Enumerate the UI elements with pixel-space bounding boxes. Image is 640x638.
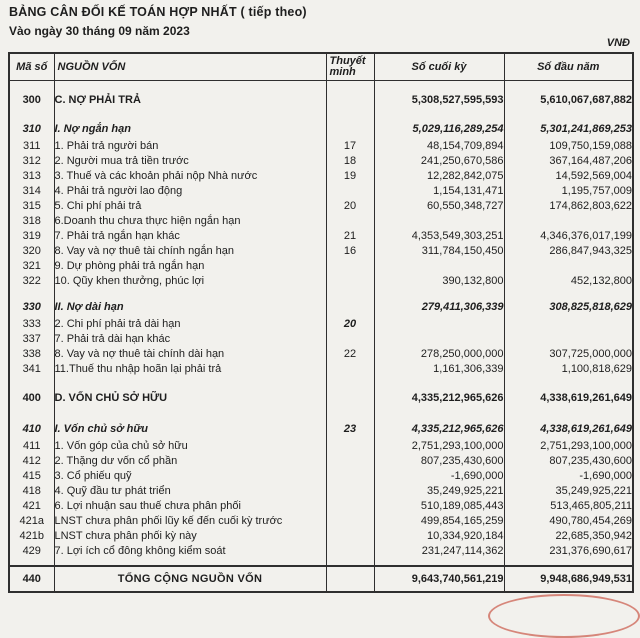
beginning-balance-cell: 4,338,619,261,649 bbox=[504, 388, 633, 409]
header-row bbox=[9, 53, 633, 81]
ending-balance-cell: 1,161,306,339 bbox=[374, 362, 504, 377]
table-row-415 bbox=[9, 469, 633, 484]
code-cell: 315 bbox=[9, 199, 54, 214]
label-cell: I. Vốn chủ sở hữu bbox=[54, 420, 326, 439]
label-cell: LNST chưa phân phối kỳ này bbox=[54, 529, 326, 544]
code-cell: 421b bbox=[9, 529, 54, 544]
ending-balance-cell: 278,250,000,000 bbox=[374, 347, 504, 362]
table-row-333 bbox=[9, 317, 633, 332]
currency-label: VNĐ bbox=[606, 37, 630, 49]
spacer-cell bbox=[9, 81, 54, 91]
table-row-440 bbox=[9, 566, 633, 592]
col-header-source-of-capital: NGUỒN VỐN bbox=[54, 53, 326, 81]
note-cell: 20 bbox=[326, 199, 374, 214]
label-cell: 8. Vay và nợ thuê tài chính dài hạn bbox=[54, 347, 326, 362]
code-cell: 300 bbox=[9, 90, 54, 111]
label-cell: 2. Thặng dư vốn cổ phần bbox=[54, 454, 326, 469]
beginning-balance-cell: 2,751,293,100,000 bbox=[504, 439, 633, 454]
label-cell: 10. Qũy khen thưởng, phúc lợi bbox=[54, 274, 326, 289]
spacer-row bbox=[9, 81, 633, 91]
label-cell: 7. Phải trả dài hạn khác bbox=[54, 332, 326, 347]
table-row-300 bbox=[9, 90, 633, 111]
table-row-337 bbox=[9, 332, 633, 347]
note-cell: 22 bbox=[326, 347, 374, 362]
spacer-cell bbox=[326, 111, 374, 120]
ending-balance-cell: 241,250,670,586 bbox=[374, 154, 504, 169]
spacer-row bbox=[9, 559, 633, 566]
label-cell: 6.Doanh thu chưa thực hiện ngắn hạn bbox=[54, 214, 326, 229]
code-cell: 421 bbox=[9, 499, 54, 514]
code-cell: 421a bbox=[9, 514, 54, 529]
table-row-322 bbox=[9, 274, 633, 289]
note-cell bbox=[326, 388, 374, 409]
label-cell: 7. Phải trả ngắn hạn khác bbox=[54, 229, 326, 244]
label-cell: 2. Người mua trả tiền trước bbox=[54, 154, 326, 169]
spacer-cell bbox=[504, 377, 633, 388]
beginning-balance-cell bbox=[504, 332, 633, 347]
table-row-412 bbox=[9, 454, 633, 469]
note-cell bbox=[326, 529, 374, 544]
note-cell bbox=[326, 298, 374, 317]
note-cell bbox=[326, 259, 374, 274]
code-cell: 333 bbox=[9, 317, 54, 332]
label-cell: 3. Thuế và các khoản phải nộp Nhà nước bbox=[54, 169, 326, 184]
beginning-balance-cell: 231,376,690,617 bbox=[504, 544, 633, 559]
spacer-cell bbox=[504, 289, 633, 298]
note-cell bbox=[326, 439, 374, 454]
ending-balance-cell: 5,308,527,595,593 bbox=[374, 90, 504, 111]
ending-balance-cell bbox=[374, 259, 504, 274]
ending-balance-cell: 1,154,131,471 bbox=[374, 184, 504, 199]
spacer-cell bbox=[9, 409, 54, 420]
table-row-341 bbox=[9, 362, 633, 377]
spacer-cell bbox=[374, 81, 504, 91]
note-cell bbox=[326, 120, 374, 139]
code-cell: 337 bbox=[9, 332, 54, 347]
label-cell: 4. Phải trả người lao động bbox=[54, 184, 326, 199]
col-header-code: Mã số bbox=[9, 53, 54, 81]
spacer-cell bbox=[374, 559, 504, 566]
label-cell: 1. Vốn góp của chủ sở hữu bbox=[54, 439, 326, 454]
ending-balance-cell: 5,029,116,289,254 bbox=[374, 120, 504, 139]
table-row-410 bbox=[9, 420, 633, 439]
label-cell: D. VỐN CHỦ SỞ HỮU bbox=[54, 388, 326, 409]
label-cell: TỔNG CỘNG NGUỒN VỐN bbox=[54, 566, 326, 592]
code-cell: 319 bbox=[9, 229, 54, 244]
table-row-421a bbox=[9, 514, 633, 529]
label-cell: 7. Lợi ích cổ đông không kiểm soát bbox=[54, 544, 326, 559]
code-cell: 322 bbox=[9, 274, 54, 289]
table-row-310 bbox=[9, 120, 633, 139]
ending-balance-cell: 231,247,114,362 bbox=[374, 544, 504, 559]
beginning-balance-cell bbox=[504, 259, 633, 274]
label-cell: I. Nợ ngắn hạn bbox=[54, 120, 326, 139]
spacer-cell bbox=[326, 289, 374, 298]
code-cell: 338 bbox=[9, 347, 54, 362]
note-cell bbox=[326, 214, 374, 229]
code-cell: 330 bbox=[9, 298, 54, 317]
spacer-cell bbox=[326, 377, 374, 388]
col-header-ending-balance: Số cuối kỳ bbox=[374, 53, 504, 81]
label-cell: 3. Cổ phiếu quỹ bbox=[54, 469, 326, 484]
ending-balance-cell: 279,411,306,339 bbox=[374, 298, 504, 317]
label-cell: 4. Quỹ đầu tư phát triển bbox=[54, 484, 326, 499]
spacer-cell bbox=[504, 81, 633, 91]
spacer-row bbox=[9, 409, 633, 420]
table-row-400 bbox=[9, 388, 633, 409]
beginning-balance-cell: 308,825,818,629 bbox=[504, 298, 633, 317]
spacer-cell bbox=[374, 409, 504, 420]
beginning-balance-cell: -1,690,000 bbox=[504, 469, 633, 484]
beginning-balance-cell: 109,750,159,088 bbox=[504, 139, 633, 154]
note-cell bbox=[326, 362, 374, 377]
beginning-balance-cell: 367,164,487,206 bbox=[504, 154, 633, 169]
beginning-balance-cell: 4,346,376,017,199 bbox=[504, 229, 633, 244]
table-row-418 bbox=[9, 484, 633, 499]
spacer-cell bbox=[54, 409, 326, 420]
note-cell bbox=[326, 274, 374, 289]
label-cell: 5. Chi phí phải trả bbox=[54, 199, 326, 214]
beginning-balance-cell: 452,132,800 bbox=[504, 274, 633, 289]
code-cell: 418 bbox=[9, 484, 54, 499]
beginning-balance-cell: 4,338,619,261,649 bbox=[504, 420, 633, 439]
beginning-balance-cell: 490,780,454,269 bbox=[504, 514, 633, 529]
table-row-330 bbox=[9, 298, 633, 317]
note-cell: 23 bbox=[326, 420, 374, 439]
spacer-cell bbox=[374, 289, 504, 298]
code-cell: 411 bbox=[9, 439, 54, 454]
spacer-cell bbox=[326, 559, 374, 566]
red-pen-mark bbox=[488, 594, 640, 638]
spacer-row bbox=[9, 289, 633, 298]
document-date: Vào ngày 30 tháng 09 năm 2023 bbox=[9, 24, 190, 38]
label-cell: 9. Dự phòng phải trả ngắn hạn bbox=[54, 259, 326, 274]
ending-balance-cell bbox=[374, 332, 504, 347]
ending-balance-cell bbox=[374, 214, 504, 229]
col-header-notes: Thuyết minh bbox=[326, 53, 374, 81]
table-row-429 bbox=[9, 544, 633, 559]
spacer-cell bbox=[326, 409, 374, 420]
table-row-421b bbox=[9, 529, 633, 544]
code-cell: 314 bbox=[9, 184, 54, 199]
beginning-balance-cell: 286,847,943,325 bbox=[504, 244, 633, 259]
beginning-balance-cell: 5,301,241,869,253 bbox=[504, 120, 633, 139]
table-row-321 bbox=[9, 259, 633, 274]
label-cell: 6. Lợi nhuận sau thuế chưa phân phối bbox=[54, 499, 326, 514]
beginning-balance-cell: 307,725,000,000 bbox=[504, 347, 633, 362]
ending-balance-cell: 4,335,212,965,626 bbox=[374, 388, 504, 409]
spacer-cell bbox=[54, 289, 326, 298]
spacer-cell bbox=[9, 111, 54, 120]
note-cell: 19 bbox=[326, 169, 374, 184]
code-cell: 313 bbox=[9, 169, 54, 184]
beginning-balance-cell bbox=[504, 214, 633, 229]
spacer-cell bbox=[504, 559, 633, 566]
beginning-balance-cell: 174,862,803,622 bbox=[504, 199, 633, 214]
table-row-421 bbox=[9, 499, 633, 514]
spacer-cell bbox=[54, 81, 326, 91]
ending-balance-cell: 12,282,842,075 bbox=[374, 169, 504, 184]
table-row-338 bbox=[9, 347, 633, 362]
beginning-balance-cell: 5,610,067,687,882 bbox=[504, 90, 633, 111]
note-cell bbox=[326, 484, 374, 499]
spacer-cell bbox=[9, 289, 54, 298]
code-cell: 341 bbox=[9, 362, 54, 377]
ending-balance-cell: 807,235,430,600 bbox=[374, 454, 504, 469]
label-cell: 1. Phải trả người bán bbox=[54, 139, 326, 154]
ending-balance-cell: 311,784,150,450 bbox=[374, 244, 504, 259]
table-row-320 bbox=[9, 244, 633, 259]
spacer-cell bbox=[54, 111, 326, 120]
beginning-balance-cell: 9,948,686,949,531 bbox=[504, 566, 633, 592]
code-cell: 415 bbox=[9, 469, 54, 484]
beginning-balance-cell: 1,100,818,629 bbox=[504, 362, 633, 377]
code-cell: 400 bbox=[9, 388, 54, 409]
table-row-318 bbox=[9, 214, 633, 229]
label-cell: 11.Thuế thu nhập hoãn lại phải trả bbox=[54, 362, 326, 377]
note-cell: 16 bbox=[326, 244, 374, 259]
ending-balance-cell: 510,189,085,443 bbox=[374, 499, 504, 514]
note-cell: 20 bbox=[326, 317, 374, 332]
note-cell: 17 bbox=[326, 139, 374, 154]
spacer-cell bbox=[54, 559, 326, 566]
spacer-cell bbox=[504, 409, 633, 420]
note-cell bbox=[326, 454, 374, 469]
note-cell: 21 bbox=[326, 229, 374, 244]
code-cell: 410 bbox=[9, 420, 54, 439]
code-cell: 440 bbox=[9, 566, 54, 592]
code-cell: 318 bbox=[9, 214, 54, 229]
code-cell: 321 bbox=[9, 259, 54, 274]
spacer-row bbox=[9, 111, 633, 120]
ending-balance-cell: 390,132,800 bbox=[374, 274, 504, 289]
ending-balance-cell: 35,249,925,221 bbox=[374, 484, 504, 499]
note-cell bbox=[326, 499, 374, 514]
ending-balance-cell: 60,550,348,727 bbox=[374, 199, 504, 214]
note-cell bbox=[326, 332, 374, 347]
table-row-411 bbox=[9, 439, 633, 454]
document-title: BẢNG CÂN ĐỐI KẾ TOÁN HỢP NHẤT ( tiếp theo) bbox=[9, 5, 307, 19]
beginning-balance-cell: 807,235,430,600 bbox=[504, 454, 633, 469]
spacer-cell bbox=[374, 111, 504, 120]
table-header bbox=[9, 53, 633, 81]
code-cell: 429 bbox=[9, 544, 54, 559]
beginning-balance-cell bbox=[504, 317, 633, 332]
label-cell: II. Nợ dài hạn bbox=[54, 298, 326, 317]
note-cell bbox=[326, 566, 374, 592]
spacer-cell bbox=[326, 81, 374, 91]
table-row-312 bbox=[9, 154, 633, 169]
table-row-314 bbox=[9, 184, 633, 199]
table-row-311 bbox=[9, 139, 633, 154]
spacer-cell bbox=[504, 111, 633, 120]
spacer-cell bbox=[9, 377, 54, 388]
code-cell: 320 bbox=[9, 244, 54, 259]
ending-balance-cell: 499,854,165,259 bbox=[374, 514, 504, 529]
spacer-row bbox=[9, 377, 633, 388]
beginning-balance-cell: 14,592,569,004 bbox=[504, 169, 633, 184]
label-cell: 8. Vay và nợ thuê tài chính ngắn hạn bbox=[54, 244, 326, 259]
label-cell: 2. Chi phí phải trả dài hạn bbox=[54, 317, 326, 332]
ending-balance-cell: 4,335,212,965,626 bbox=[374, 420, 504, 439]
label-cell: C. NỢ PHẢI TRẢ bbox=[54, 90, 326, 111]
beginning-balance-cell: 513,465,805,211 bbox=[504, 499, 633, 514]
ending-balance-cell: 4,353,549,303,251 bbox=[374, 229, 504, 244]
ending-balance-cell: 48,154,709,894 bbox=[374, 139, 504, 154]
spacer-cell bbox=[9, 559, 54, 566]
spacer-cell bbox=[54, 377, 326, 388]
table-row-313 bbox=[9, 169, 633, 184]
label-cell: LNST chưa phân phối lũy kế đến cuối kỳ trước bbox=[54, 514, 326, 529]
code-cell: 412 bbox=[9, 454, 54, 469]
note-cell bbox=[326, 544, 374, 559]
balance-sheet-body bbox=[9, 81, 633, 593]
balance-sheet-table bbox=[8, 52, 634, 593]
code-cell: 311 bbox=[9, 139, 54, 154]
ending-balance-cell: 9,643,740,561,219 bbox=[374, 566, 504, 592]
note-cell bbox=[326, 184, 374, 199]
col-header-beginning-balance: Số đầu năm bbox=[504, 53, 633, 81]
ending-balance-cell: 2,751,293,100,000 bbox=[374, 439, 504, 454]
beginning-balance-cell: 1,195,757,009 bbox=[504, 184, 633, 199]
code-cell: 310 bbox=[9, 120, 54, 139]
note-cell bbox=[326, 90, 374, 111]
table-row-319 bbox=[9, 229, 633, 244]
ending-balance-cell: -1,690,000 bbox=[374, 469, 504, 484]
ending-balance-cell: 10,334,920,184 bbox=[374, 529, 504, 544]
note-cell: 18 bbox=[326, 154, 374, 169]
note-cell bbox=[326, 469, 374, 484]
beginning-balance-cell: 35,249,925,221 bbox=[504, 484, 633, 499]
beginning-balance-cell: 22,685,350,942 bbox=[504, 529, 633, 544]
spacer-cell bbox=[374, 377, 504, 388]
table-row-315 bbox=[9, 199, 633, 214]
code-cell: 312 bbox=[9, 154, 54, 169]
note-cell bbox=[326, 514, 374, 529]
ending-balance-cell bbox=[374, 317, 504, 332]
